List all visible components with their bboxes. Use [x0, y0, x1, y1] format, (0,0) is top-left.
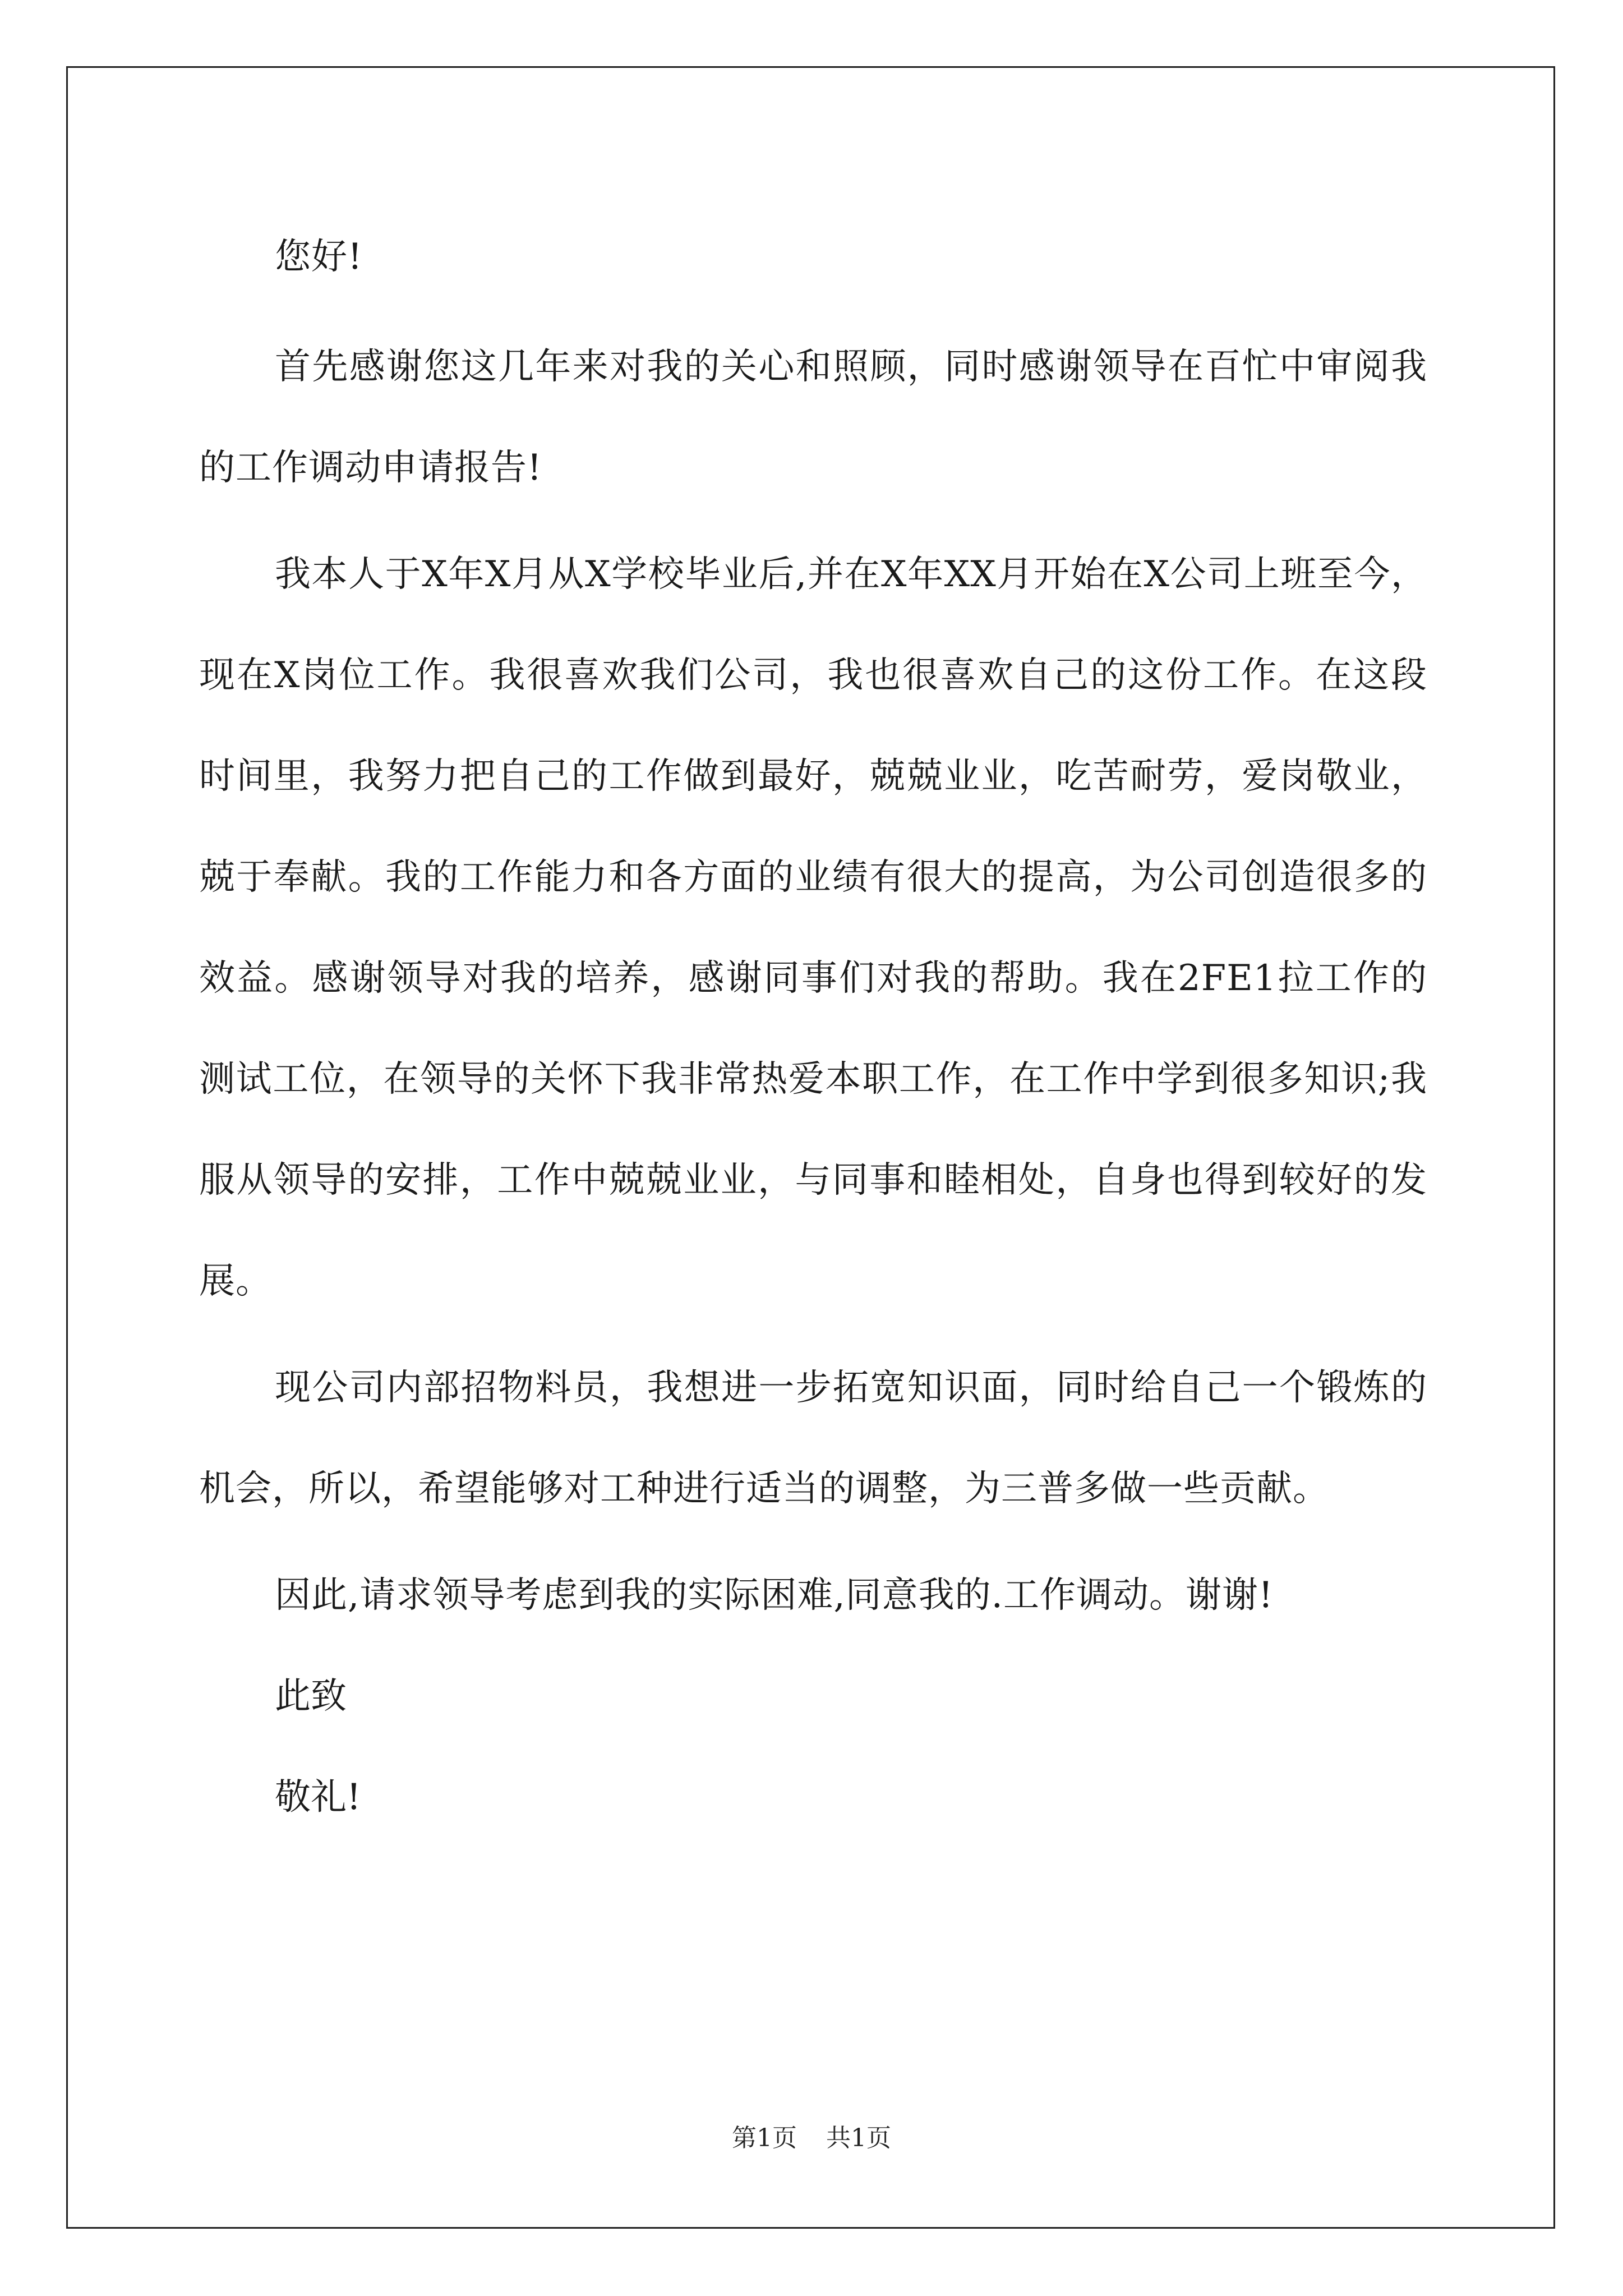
closing-regards: 敬礼!	[275, 1777, 361, 1818]
letter-paragraph-1: 首先感谢您这几年来对我的关心和照顾，同时感谢领导在百忙中审阅我的工作调动申请报告!	[199, 346, 1427, 489]
letter-paragraph-2: 我本人于X年X月从X学校毕业后,并在X年XX月开始在X公司上班至今，现在X岗位工作。我很喜欢我们公司，我也很喜欢自己的这份工作。在这段时间里，我努力把自己的工作做到最好，兢兢业业，吃苦耐劳，爱岗敬业，兢于奉献。我的工作能力和各方面的业绩有很大的提高，为公司创造很多的效益。感谢领导对我的培养，感谢同事们对我的帮助。我在2FE1拉工作的测试工位，在领导的关怀下我非常热爱本职工作，在工作中学到很多知识;我服从领导的安排，工作中兢兢业业，与同事和睦相处，自身也得到较好的发展。	[199, 554, 1427, 1302]
closing-salutation: 此致	[275, 1676, 347, 1717]
page-number-current: 第1页	[732, 2124, 797, 2152]
page-footer	[0, 2118, 1623, 2154]
letter-paragraph-3: 现公司内部招物料员，我想进一步拓宽知识面，同时给自己一个锻炼的机会，所以，希望能够对工种进行适当的调整，为三普多做一些贡献。	[199, 1367, 1427, 1510]
letter-body	[199, 206, 1427, 1848]
page-number-total: 共1页	[826, 2124, 891, 2152]
letter-paragraph-4: 因此,请求领导考虑到我的实际困难,同意我的.工作调动。谢谢!	[275, 1575, 1274, 1616]
letter-greeting: 您好!	[275, 236, 363, 278]
